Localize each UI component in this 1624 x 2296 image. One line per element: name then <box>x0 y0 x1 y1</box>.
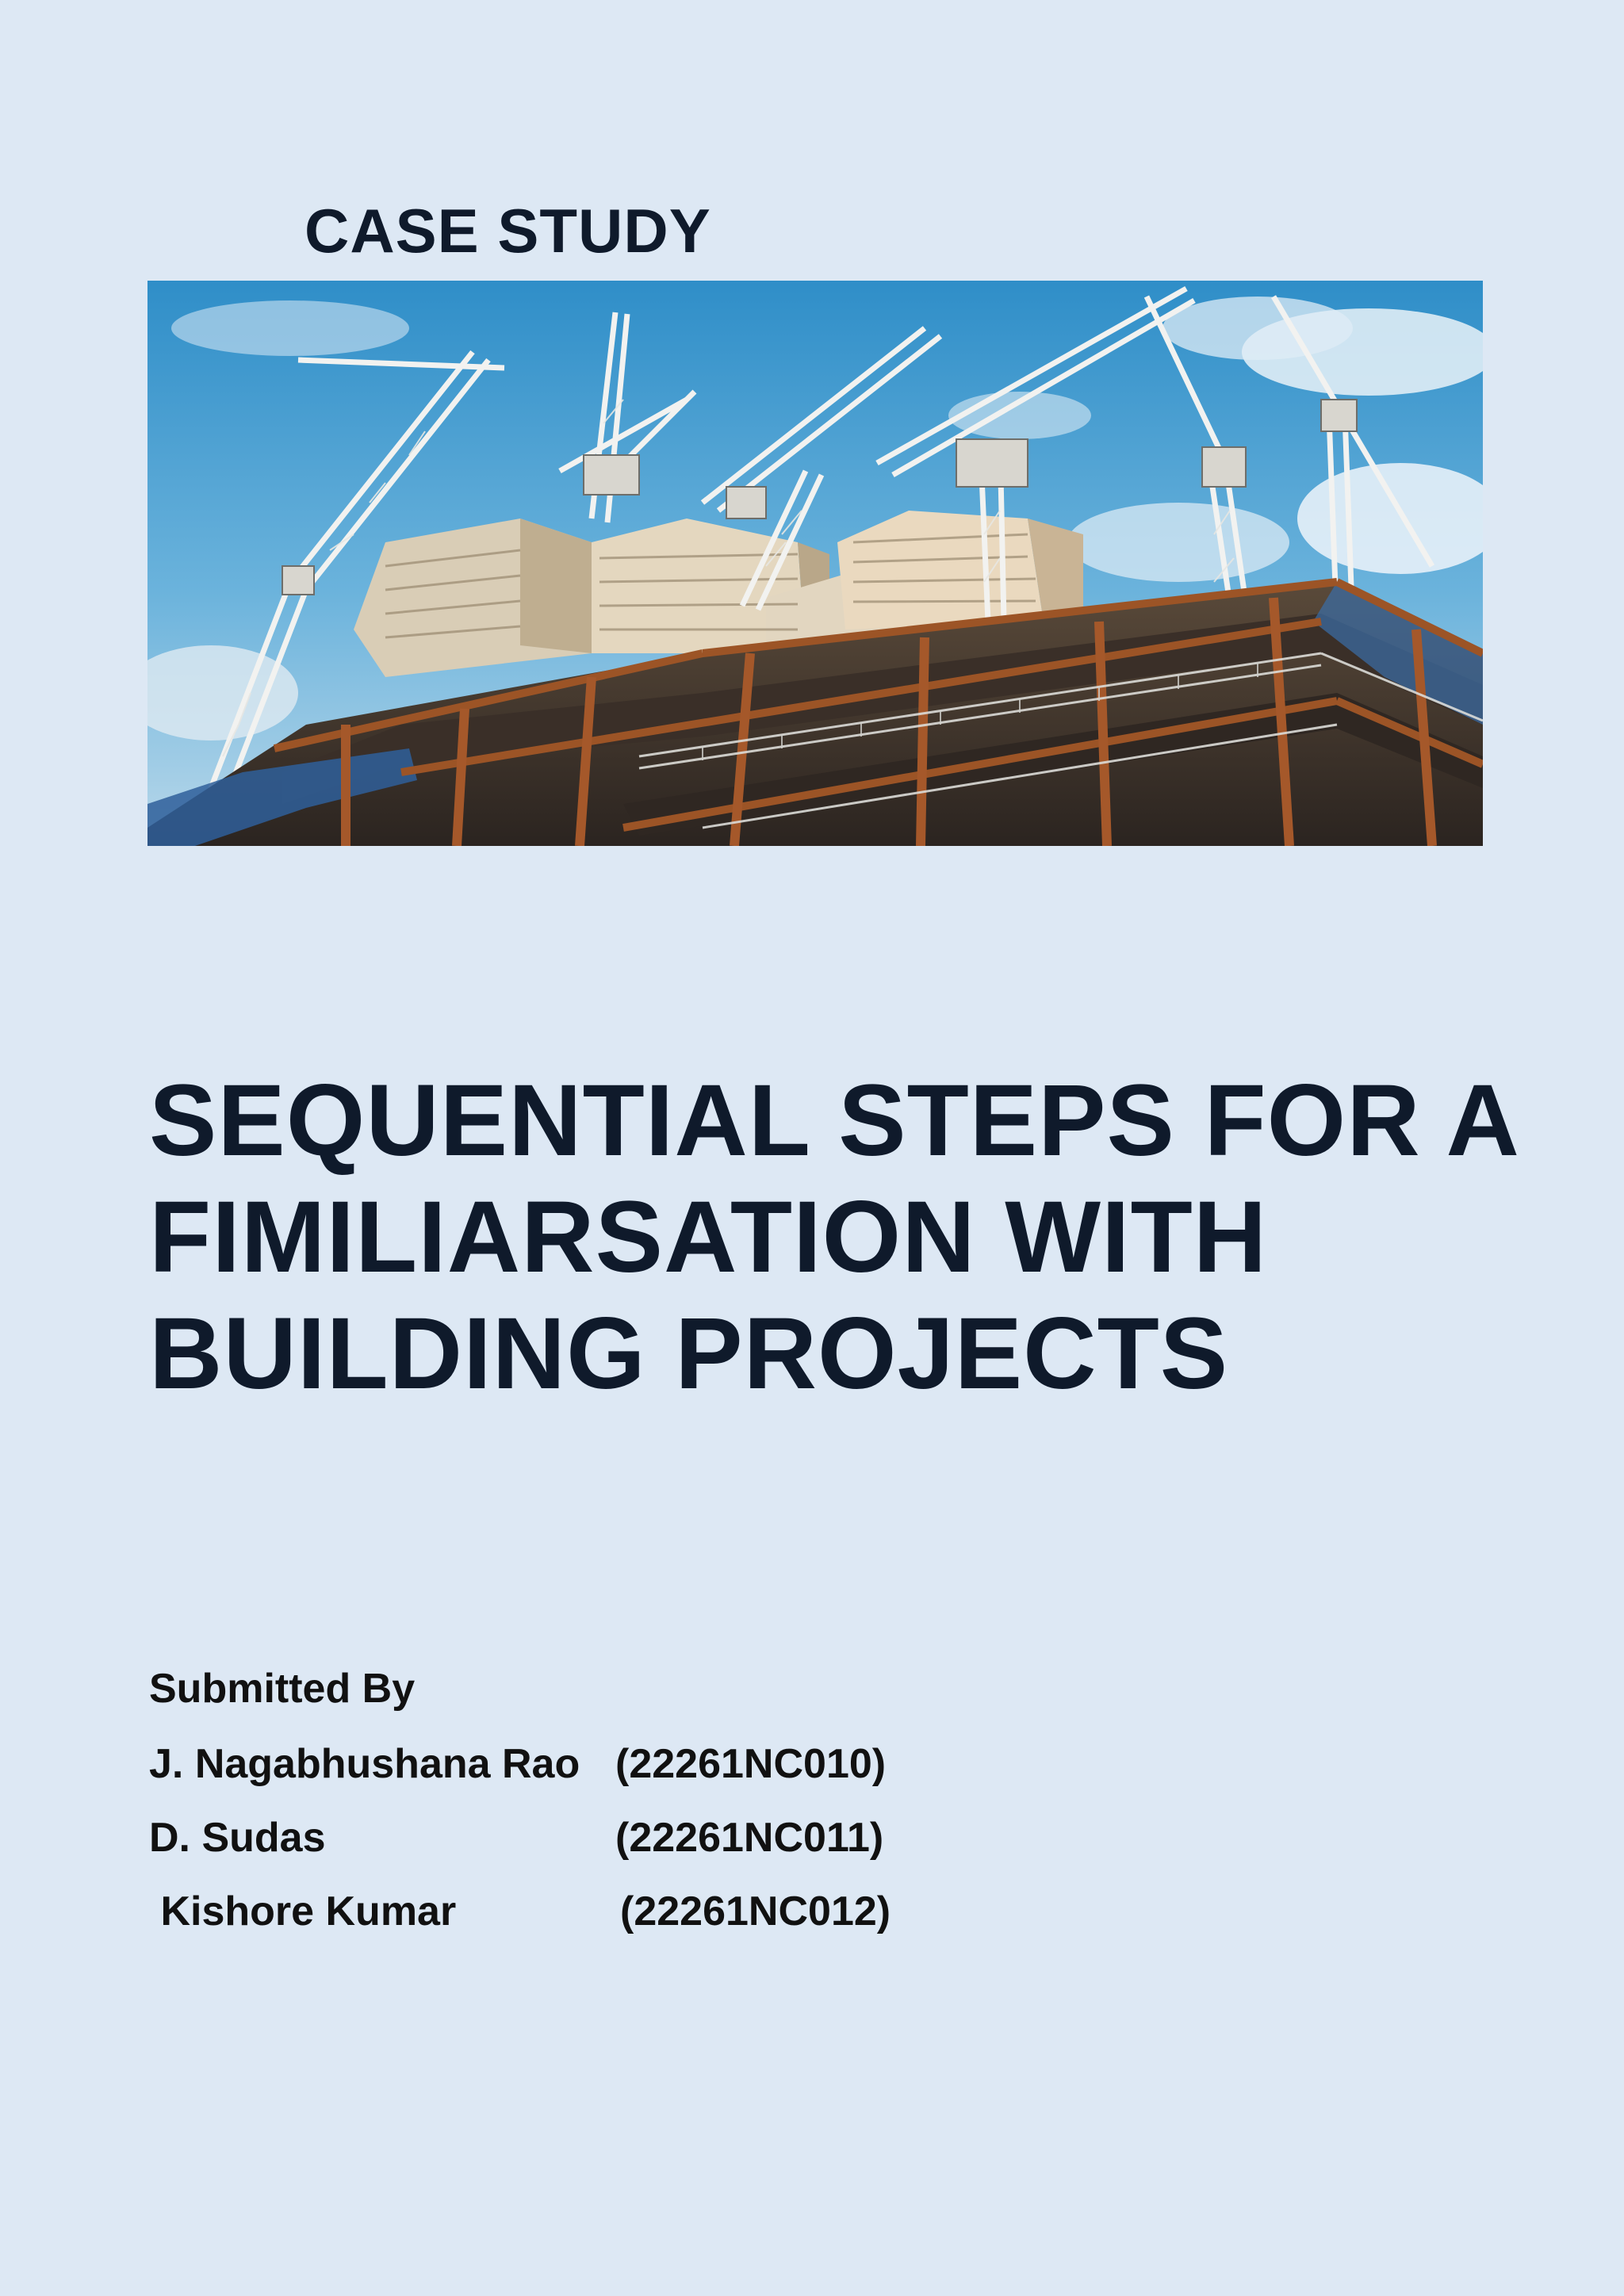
author-row <box>149 1740 887 1814</box>
kicker-label: CASE STUDY <box>304 196 711 266</box>
author-row <box>149 1814 884 1888</box>
title-line-1: SEQUENTIAL STEPS FOR A <box>149 1064 1520 1177</box>
author-name: J. Nagabhushana Rao <box>149 1741 580 1787</box>
title-line-2: FIMILIARSATION WITH <box>149 1181 1268 1294</box>
author-name: D. Sudas <box>149 1815 326 1861</box>
author-name: Kishore Kumar <box>149 1888 457 1934</box>
author-row <box>149 1888 891 1961</box>
author-roll-number: (22261NC011) <box>615 1815 884 1861</box>
hero-image <box>147 281 1483 846</box>
document-title <box>149 1062 1561 1412</box>
author-roll-number: (22261NC012) <box>620 1888 891 1934</box>
title-line-3: BUILDING PROJECTS <box>149 1297 1229 1410</box>
submitted-by-heading: Submitted By <box>149 1666 416 1712</box>
submission-block <box>149 1665 891 1961</box>
author-roll-number: (22261NC010) <box>615 1741 887 1787</box>
